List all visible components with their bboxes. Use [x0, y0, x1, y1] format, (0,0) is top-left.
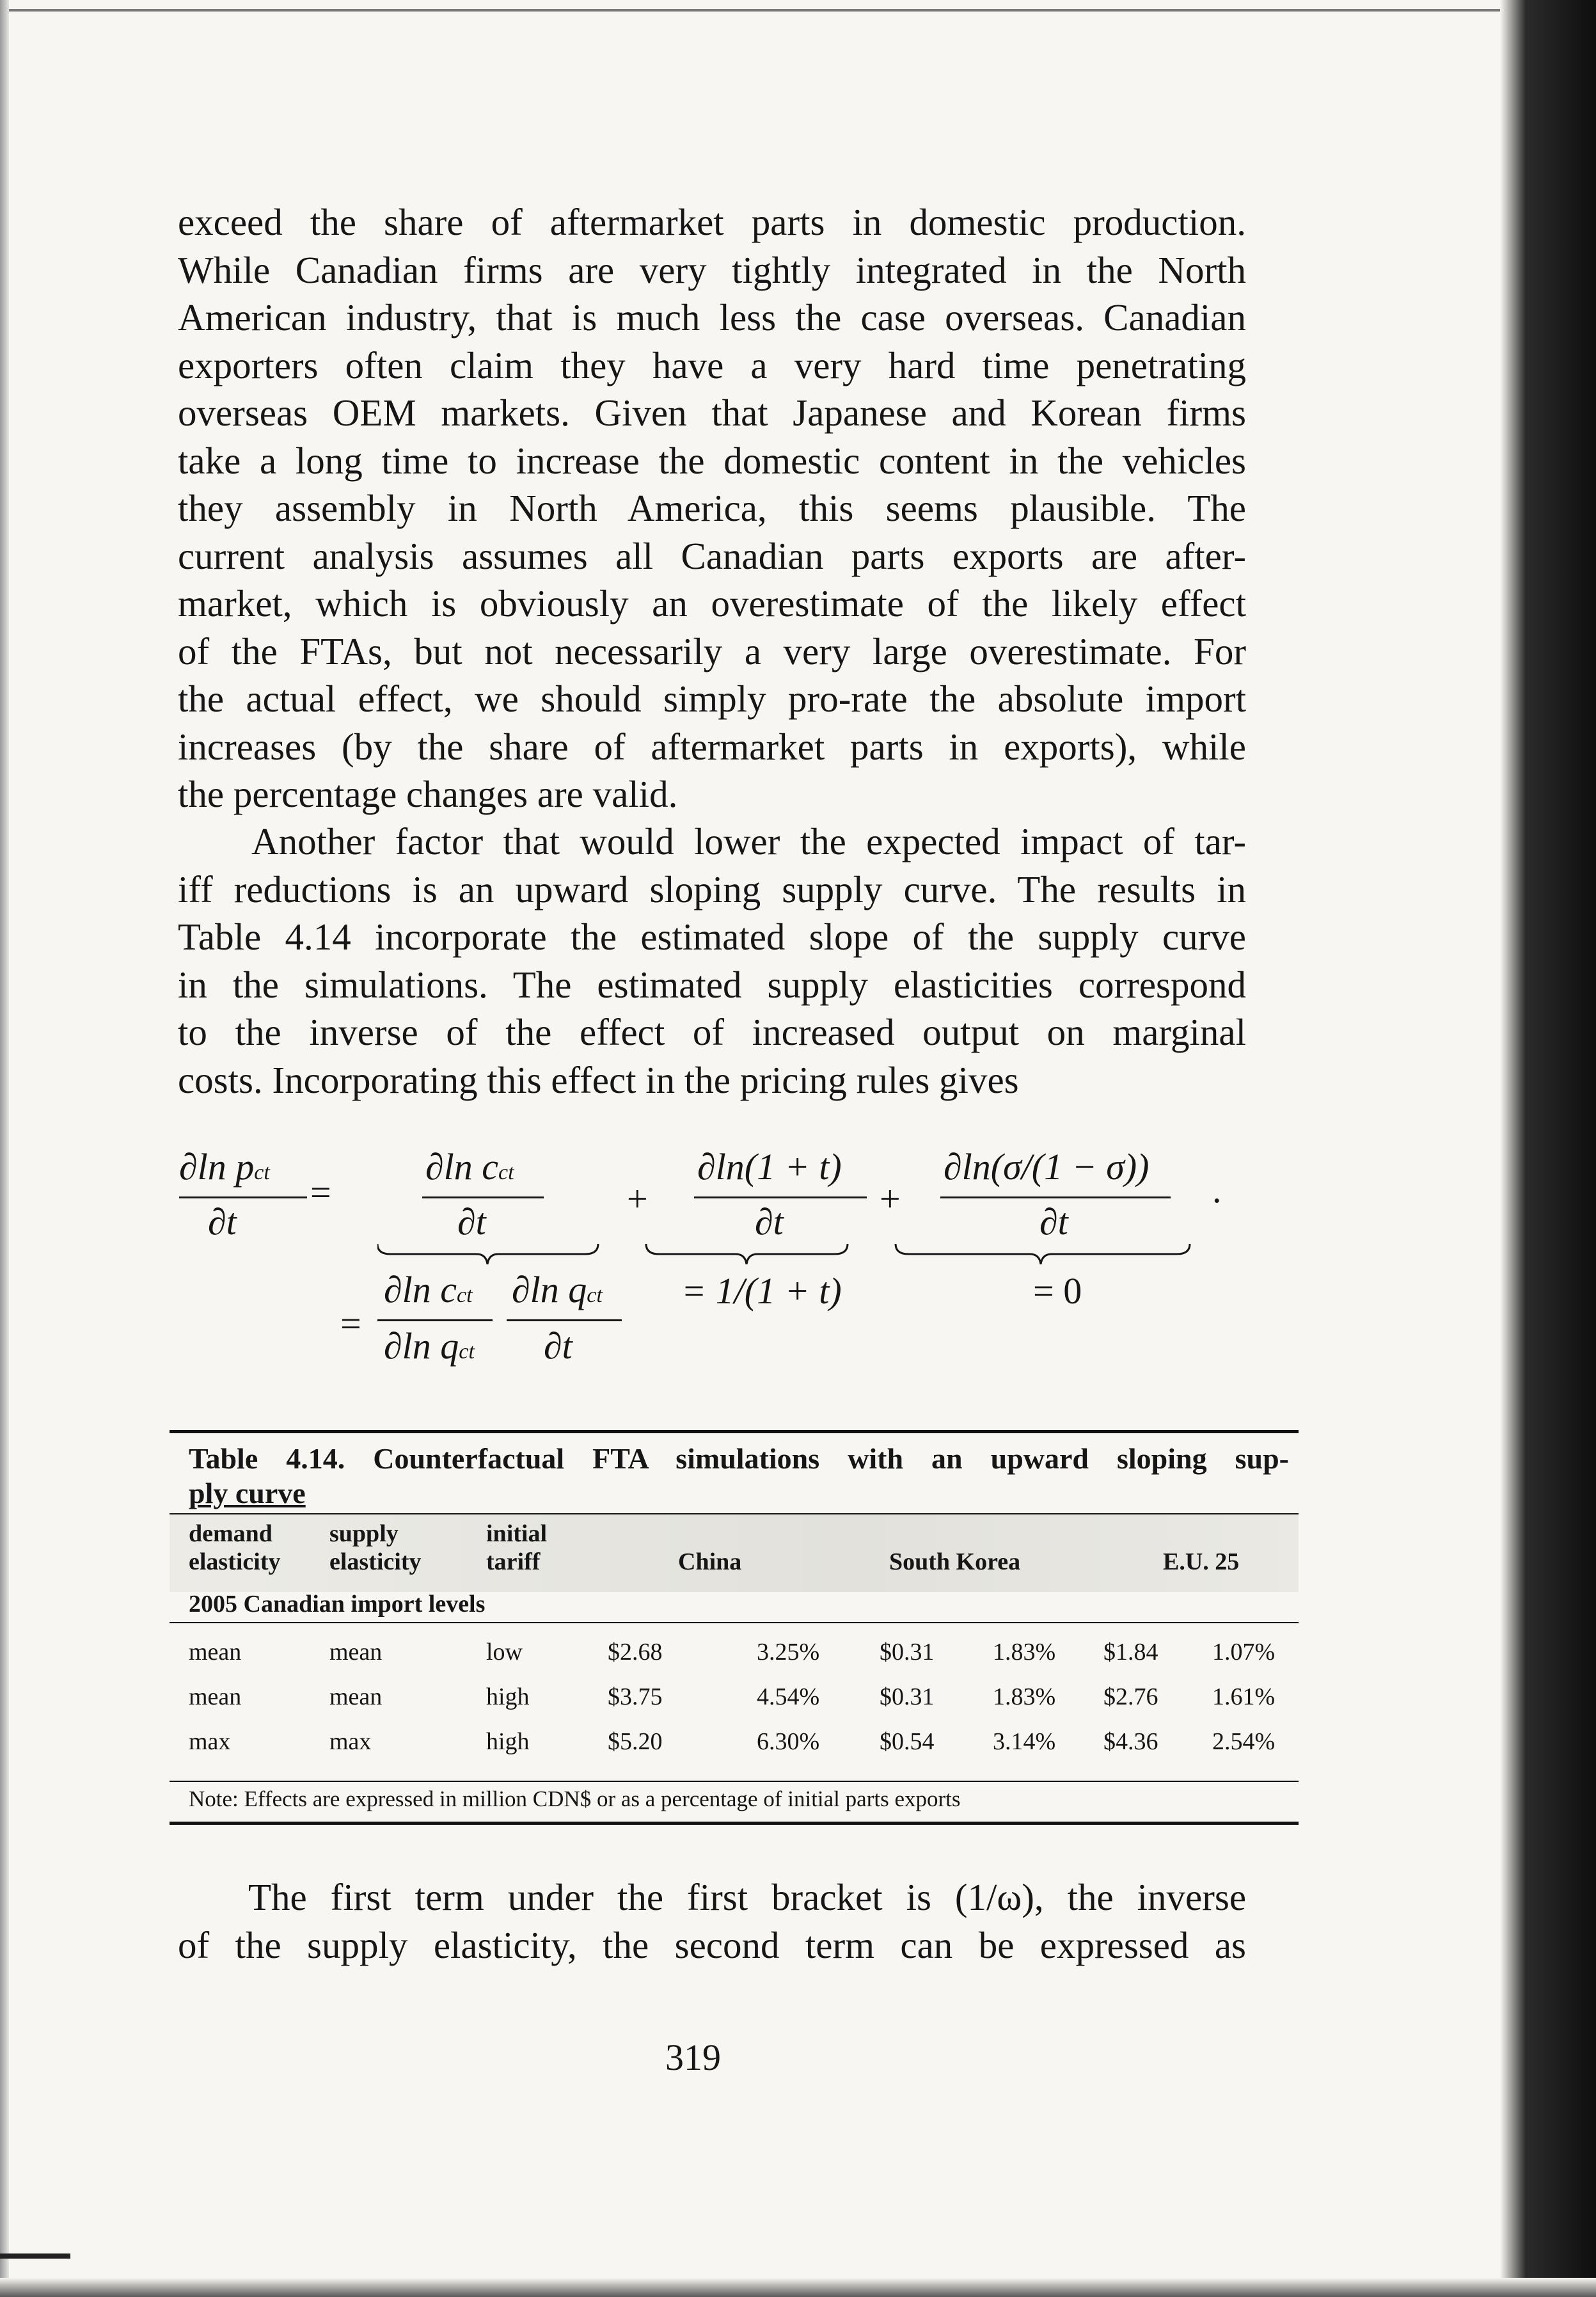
cell-china-pct: 6.30% [757, 1728, 820, 1755]
cell-korea-pct: 1.83% [993, 1683, 1056, 1710]
cell-tariff: high [486, 1683, 530, 1710]
underbrace-group [377, 1243, 1414, 1268]
cell-china-pct: 3.25% [757, 1639, 820, 1665]
cell-korea-pct: 1.83% [993, 1639, 1056, 1665]
cell-demand: mean [189, 1639, 242, 1665]
cell-china-value: $3.75 [608, 1683, 663, 1710]
cell-supply: max [329, 1728, 372, 1755]
brace1-numerator-b: ∂ln qct [512, 1269, 603, 1310]
page-number: 319 [665, 2037, 721, 2078]
text-line: The first term under the first bracket is (1/ω), the inverse [248, 1876, 1246, 1918]
table-top-rule [170, 1430, 1299, 1433]
term3-denominator: ∂t [1039, 1201, 1068, 1243]
cell-eu-pct: 2.54% [1212, 1728, 1276, 1755]
table-note: Note: Effects are expressed in million CDN$ or as a percentage of initial parts exports [189, 1786, 961, 1811]
header-initial-tariff: initial tariff [486, 1520, 548, 1575]
text-line: Another factor that would lower the expected impact of tar- [251, 820, 1246, 862]
text-line: the actual effect, we should simply pro-rate the absolute import [178, 678, 1246, 720]
header-eu25: E.U. 25 [1163, 1548, 1240, 1575]
text-line: increases (by the share of aftermarket parts in exports), while [178, 725, 1246, 768]
cell-korea-pct: 3.14% [993, 1728, 1056, 1755]
cell-supply: mean [329, 1639, 383, 1665]
header-south-korea: South Korea [889, 1548, 1021, 1575]
cell-china-value: $2.68 [608, 1639, 663, 1665]
underbrace-3 [896, 1244, 1190, 1264]
cell-eu-value: $2.76 [1103, 1683, 1158, 1710]
text-line: American industry, that is much less the case overseas. Canadian [178, 296, 1246, 338]
fraction-bar [507, 1319, 622, 1321]
cell-eu-value: $1.84 [1103, 1639, 1158, 1665]
table-body-rule [170, 1622, 1299, 1623]
cell-korea-value: $0.31 [880, 1683, 935, 1710]
cell-korea-value: $0.54 [880, 1728, 935, 1755]
paragraph-1 [178, 198, 1246, 818]
fraction-bar [694, 1196, 867, 1198]
scan-bottom-shadow [0, 2278, 1596, 2297]
text-line: iff reductions is an upward sloping supply curve. The results in [178, 868, 1246, 910]
text-line: costs. Incorporating this effect in the pricing rules gives [178, 1058, 1019, 1101]
term2-denominator: ∂t [755, 1201, 784, 1243]
text-line: of the FTAs, but not necessarily a very large overestimate. For [178, 630, 1246, 672]
cell-china-pct: 4.54% [757, 1683, 820, 1710]
table-note-rule [170, 1781, 1299, 1782]
paragraph-2 [178, 818, 1246, 1104]
cell-supply: mean [329, 1683, 383, 1710]
brace1-numerator-a: ∂ln cct [384, 1269, 473, 1310]
header-demand-elasticity: demand elasticity [189, 1520, 281, 1575]
text-line: take a long time to increase the domestic content in the vehicles [178, 439, 1246, 482]
term1-numerator: ∂ln cct [425, 1146, 514, 1188]
plus-sign: + [627, 1178, 648, 1220]
cell-china-value: $5.20 [608, 1728, 663, 1755]
text-line: overseas OEM markets. Given that Japanese and Korean firms [178, 392, 1246, 434]
underbrace-2 [646, 1244, 848, 1264]
pricing-equation [173, 1145, 1260, 1382]
plus-sign: + [880, 1178, 901, 1220]
equals-sign: = [310, 1172, 331, 1213]
lhs-numerator: ∂ln pct [179, 1146, 270, 1188]
text-line: market, which is obviously an overestimate of the likely effect [178, 582, 1246, 624]
underbrace-1 [377, 1244, 598, 1264]
table-title: Table 4.14. Counterfactual FTA simulations with an upward sloping sup- [189, 1442, 1289, 1475]
fraction-bar [179, 1196, 307, 1198]
term2-numerator: ∂ln(1 + t) [697, 1146, 842, 1188]
fraction-bar [940, 1196, 1171, 1198]
text-line: exceed the share of aftermarket parts in domestic production. [178, 201, 1246, 243]
text-line: in the simulations. The estimated supply elasticities correspond [178, 963, 1246, 1006]
brace3-value: = 0 [1033, 1270, 1082, 1312]
cell-tariff: low [486, 1639, 523, 1665]
cell-demand: max [189, 1728, 231, 1755]
brace1-denominator-a: ∂ln qct [384, 1325, 475, 1367]
fraction-bar [377, 1319, 493, 1321]
text-line: to the inverse of the effect of increased output on marginal [178, 1011, 1246, 1053]
cell-eu-pct: 1.61% [1212, 1683, 1276, 1710]
period: . [1212, 1169, 1222, 1211]
brace1-denominator-b: ∂t [544, 1325, 573, 1367]
cell-demand: mean [189, 1683, 242, 1710]
table-header-rule [170, 1513, 1299, 1514]
text-line: the percentage changes are valid. [178, 773, 678, 815]
lhs-denominator: ∂t [208, 1201, 237, 1243]
header-china: China [678, 1548, 742, 1575]
cell-korea-value: $0.31 [880, 1639, 935, 1665]
scan-right-edge [1500, 0, 1596, 2297]
scan-corner-mark [0, 2253, 70, 2259]
cell-tariff: high [486, 1728, 530, 1755]
text-line: of the supply elasticity, the second term can be expressed as [178, 1923, 1246, 1966]
header-section-2005: 2005 Canadian import levels [189, 1591, 486, 1617]
text-line: they assembly in North America, this seems plausible. The [178, 487, 1246, 529]
text-line: exporters often claim they have a very hard time penetrating [178, 344, 1246, 386]
text-line: current analysis assumes all Canadian parts exports are after- [178, 534, 1246, 577]
scan-top-rule [0, 9, 1596, 12]
table-bottom-rule [170, 1822, 1299, 1825]
cell-eu-value: $4.36 [1103, 1728, 1158, 1755]
header-supply-elasticity: supply elasticity [329, 1520, 422, 1575]
term3-numerator: ∂ln(σ/(1 − σ)) [944, 1146, 1150, 1188]
text-line: Table 4.14 incorporate the estimated slope of the supply curve [178, 916, 1246, 958]
term1-denominator: ∂t [457, 1201, 486, 1243]
brace2-value: = 1/(1 + t) [681, 1270, 842, 1312]
table-title-continued: ply curve [189, 1477, 306, 1509]
cell-eu-pct: 1.07% [1212, 1639, 1276, 1665]
equals-sign: = [340, 1303, 361, 1344]
fraction-bar [422, 1196, 544, 1198]
text-line: While Canadian firms are very tightly integrated in the North [178, 248, 1246, 291]
scan-left-edge [0, 0, 9, 2297]
paragraph-3 [178, 1873, 1246, 1969]
